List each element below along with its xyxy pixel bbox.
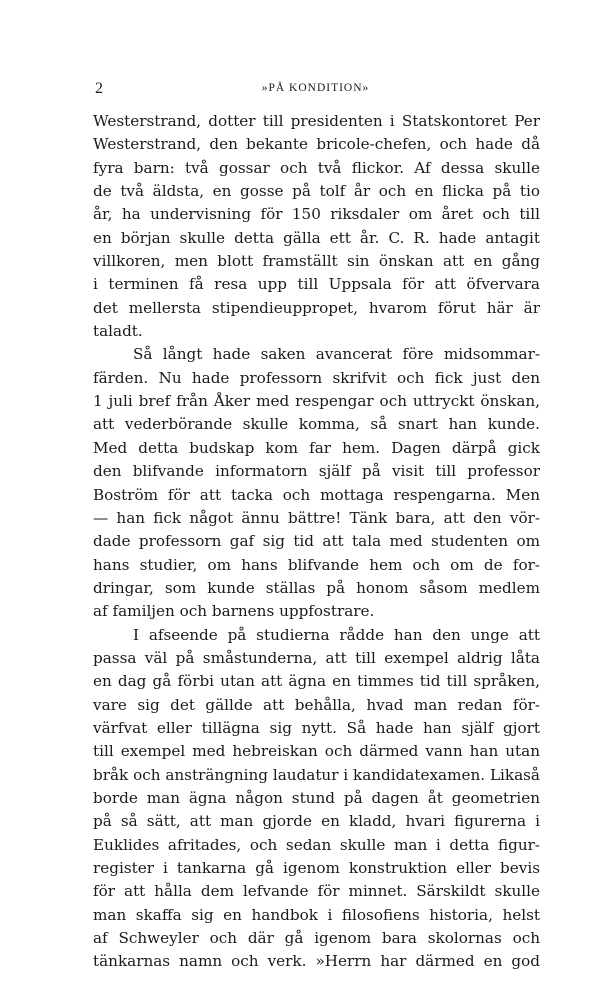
text-line: borde man ägna någon stund på dagen åt geometrien — [93, 788, 540, 807]
paragraph-end-line: taladt. — [93, 322, 143, 341]
page-number: 2 — [95, 80, 103, 97]
text-line: Boström för att tacka och mottaga respengarna. Men — [93, 485, 540, 504]
text-line: vare sig det gällde att behålla, hvad man redan för- — [93, 695, 540, 714]
text-line: man skaffa sig en handbok i filosofiens historia, helst — [93, 905, 540, 924]
text-line: tänkarnas namn och verk. »Herrn har därmed en god — [93, 952, 540, 971]
running-title: »PÅ KONDITION» — [261, 82, 370, 94]
text-line: Westerstrand, den bekante bricole-chefen, och hade då — [93, 135, 540, 154]
text-line: för att hålla dem lefvande för minnet. Särskildt skulle — [93, 882, 540, 901]
text-line: hans studier, om hans blifvande hem och om de for- — [93, 555, 540, 574]
text-line: värfvat eller tillägna sig nytt. Så hade han själf gjort — [93, 718, 540, 737]
text-line: de två äldsta, en gosse på tolf år och en flicka på tio — [93, 182, 540, 201]
paragraph-start-line: Så långt hade saken avancerat före midsommar- — [133, 345, 540, 364]
text-line: fyra barn: två gossar och två flickor. Af dessa skulle — [93, 158, 540, 177]
text-line: i terminen få resa upp till Uppsala för att öfvervara — [93, 275, 540, 294]
body-text — [93, 110, 540, 974]
text-line: det mellersta stipendieuppropet, hvarom förut här är — [93, 298, 540, 317]
text-line: dade professorn gaf sig tid att tala med studenten om — [93, 532, 540, 551]
text-line: Westerstrand, dotter till presidenten i Statskontoret Per — [93, 112, 540, 130]
text-line: färden. Nu hade professorn skrifvit och fick just den — [93, 368, 540, 387]
page-header — [93, 80, 538, 100]
text-line: en början skulle detta gälla ett år. C. R. hade antagit — [93, 228, 540, 247]
text-line: villkoren, men blott framställt sin önskan att en gång — [93, 252, 540, 271]
text-line: — han fick något ännu bättre! Tänk bara, att den vör- — [93, 508, 540, 527]
text-line: 1 juli bref från Åker med respengar och uttryckt önskan, — [93, 392, 540, 411]
text-line: dringar, som kunde ställas på honom såsom medlem — [93, 578, 540, 597]
text-line: passa väl på småstunderna, att till exempel aldrig låta — [93, 648, 540, 667]
paragraph-end-line: af familjen och barnens uppfostrare. — [93, 602, 375, 621]
text-line: att vederbörande skulle komma, så snart han kunde. — [93, 415, 540, 434]
text-line: Med detta budskap kom far hem. Dagen därpå gick — [93, 438, 540, 457]
text-line: år, ha undervisning för 150 riksdaler om året och till — [93, 205, 540, 224]
text-line: en dag gå förbi utan att ägna en timmes tid till språken, — [93, 672, 540, 691]
text-line: på så sätt, att man gjorde en kladd, hvari figurerna i — [93, 812, 540, 831]
text-line: bråk och ansträngning laudatur i kandidatexamen. Likaså — [93, 765, 540, 784]
text-line: af Schweyler och där gå igenom bara skolornas och — [93, 929, 540, 948]
text-line: till exempel med hebreiskan och därmed vann han utan — [93, 742, 540, 761]
text-line: Euklides afritades, och sedan skulle man i detta figur- — [93, 835, 540, 854]
paragraph-start-line: I afseende på studierna rådde han den unge att — [133, 625, 540, 644]
text-line: den blifvande informatorn själf på visit till professor — [93, 462, 540, 481]
text-line: register i tankarna gå igenom konstruktion eller bevis — [93, 859, 540, 877]
